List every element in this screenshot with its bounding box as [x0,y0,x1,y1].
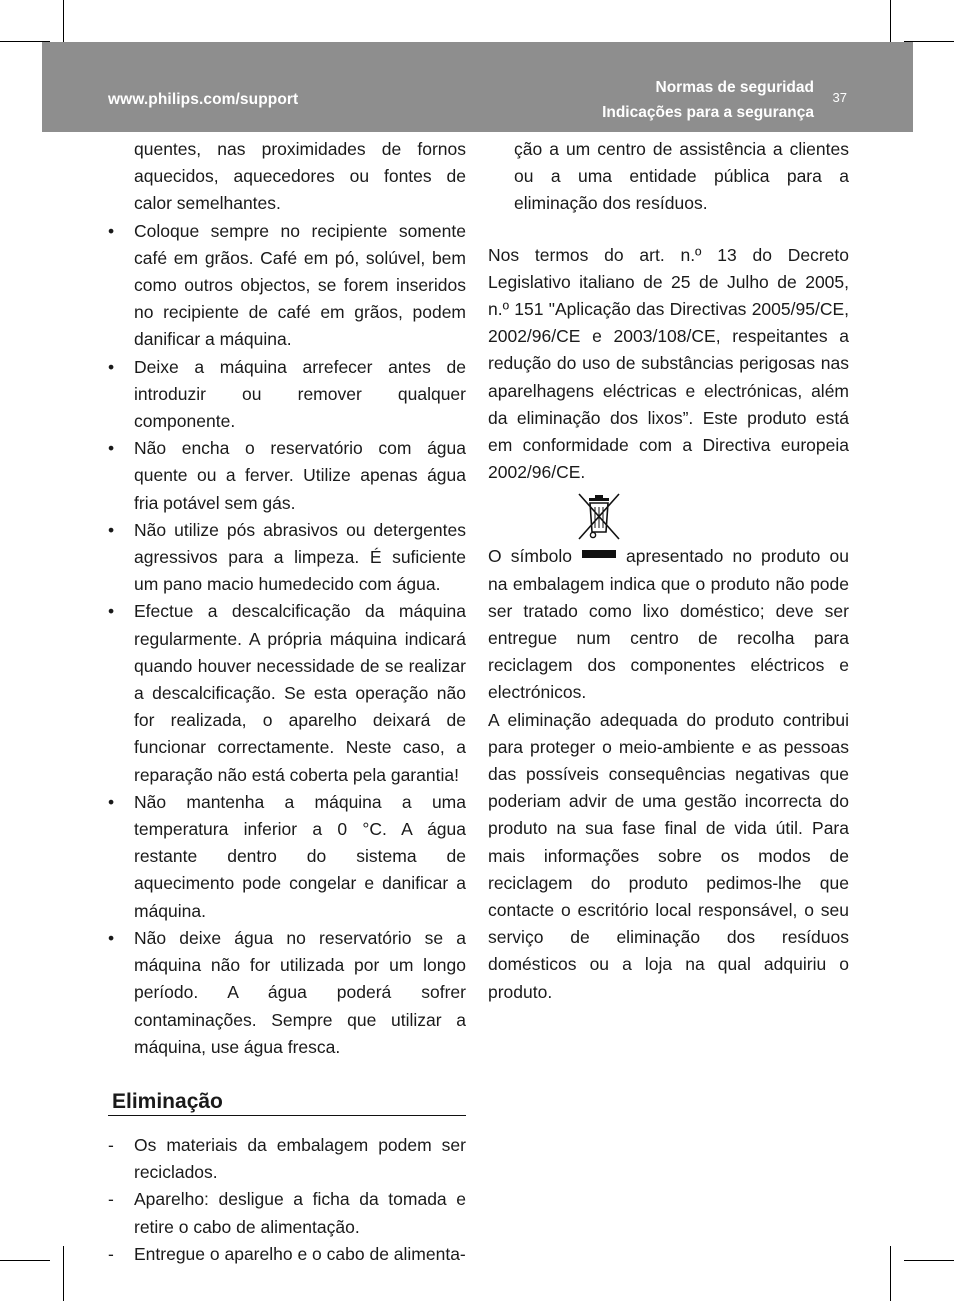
list-item [108,435,466,517]
bullet-marker: • [108,356,115,377]
list-item-text: Deixe a máquina arrefecer antes de introduzir ou remover qualquer componente. [134,356,466,432]
page-number: 37 [832,90,847,105]
dash-marker: - [108,1134,114,1155]
bullet-marker: • [108,220,115,241]
safety-bullet-list [108,218,466,1061]
bullet-marker: • [108,791,115,812]
list-item-text: Não utilize pós abrasivos ou detergentes agressivos para a limpeza. É suficiente um pano macio humedecido com água. [134,519,466,595]
list-item [108,925,466,1061]
list-item [108,1186,466,1240]
list-item [108,598,466,788]
list-item [108,218,466,354]
header-title-es: Normas de seguridad [655,79,814,96]
list-item-text: Não mantenha a máquina a uma temperatura inferior a 0 °C. A água restante dentro do sistema de aquecimento pode congelar e danificar a máquina. [134,791,466,921]
weee-symbol-graphic [576,492,622,562]
symbol-text-after: apresentado no produto ou na embalagem indica que o produto não pode ser tratado como lixo doméstico; deve ser entregue num centro de recolha para reciclagem dos componentes eléctricos e electrónicos. [488,546,850,703]
list-item-text: Entregue o aparelho e o cabo de alimenta- [134,1243,466,1264]
list-item [108,354,466,436]
header-title-pt: Indicações para a segurança [602,104,814,121]
left-column [108,136,466,1268]
list-item-text: Efectue a descalcificação da máquina regularmente. A própria máquina indicará quando houver necessidade de se realizar a descalcificação. Se esta operação não for realizada, o aparelho deixará de funcionar correctamente. Neste caso, a reparação não está coberta pela garantia! [134,601,466,785]
list-item [108,1132,466,1186]
dash-marker: - [108,1189,114,1210]
bullet-marker: • [108,438,115,459]
bullet-continuation: quentes, nas proximidades de fornos aquecidos, aquecedores ou fontes de calor semelhantes. [134,139,466,214]
list-item [108,789,466,925]
list-item [108,1241,466,1268]
decree-paragraph: Nos termos do art. n.º 13 do Decreto Legislativo italiano de 25 de Julho de 2005, n.º 151 "Aplicação das Directivas 2005/95/CE, 2002/96/CE e 2003/108/CE, respeitantes a redução do uso de substâncias perigosas nas aparelhagens eléctricas e electrónicas, além da eliminação dos lixos”. Este produto está em conformidade com a Directiva europeia 2002/96/CE. [488,244,849,483]
dash-marker: - [108,1243,114,1264]
list-item-text: Aparelho: desligue a ficha da tomada e retire o cabo de alimentação. [134,1189,466,1237]
symbol-paragraph [488,542,849,706]
page-header-band [42,42,913,132]
crossed-out-wheelie-bin-icon [576,542,622,562]
crop-mark [904,1260,954,1261]
crop-mark [0,1260,50,1261]
list-item-text: Não encha o reservatório com água quente ou a ferver. Utilize apenas água fria potável sem gás. [134,438,466,513]
support-url: www.philips.com/support [108,91,299,108]
bullet-marker: • [108,927,115,948]
list-item-text: Coloque sempre no recipiente somente café em grãos. Café em pó, solúvel, bem como outros objectos, se forem inseridos no recipiente de café em grãos, podem danificar a máquina. [134,220,466,350]
crop-mark [890,1246,891,1301]
right-column [488,136,849,1006]
disposal-paragraph: A eliminação adequada do produto contribui para proteger o meio-ambiente e as pessoas das possíveis consequências negativas que poderiam advir de uma gestão incorrecta do produto na sua fase final de vida útil. Para mais informações sobre os modos de reciclagem do produto pedimos-lhe que contacte o escritório local responsável, o seu serviço de eliminação dos resíduos domésticos ou a loja na qual adquiriu o produto. [488,709,849,1002]
list-item [108,517,466,599]
crop-mark [63,1246,64,1301]
dash-continuation: ção a um centro de assistência a clientes ou a uma entidade pública para a eliminação dos resíduos. [514,139,849,214]
list-item-text: Não deixe água no reservatório se a máquina não for utilizada por um longo período. A água poderá sofrer contaminações. Sempre que utilizar a máquina, use água fresca. [134,927,466,1057]
symbol-text-before: O símbolo [488,546,573,567]
list-item-text: Os materiais da embalagem podem ser reciclados. [134,1134,466,1183]
bullet-marker: • [108,519,115,540]
bullet-marker: • [108,601,115,622]
disposal-dash-list [108,1132,466,1268]
section-title: Eliminação [108,1089,466,1116]
